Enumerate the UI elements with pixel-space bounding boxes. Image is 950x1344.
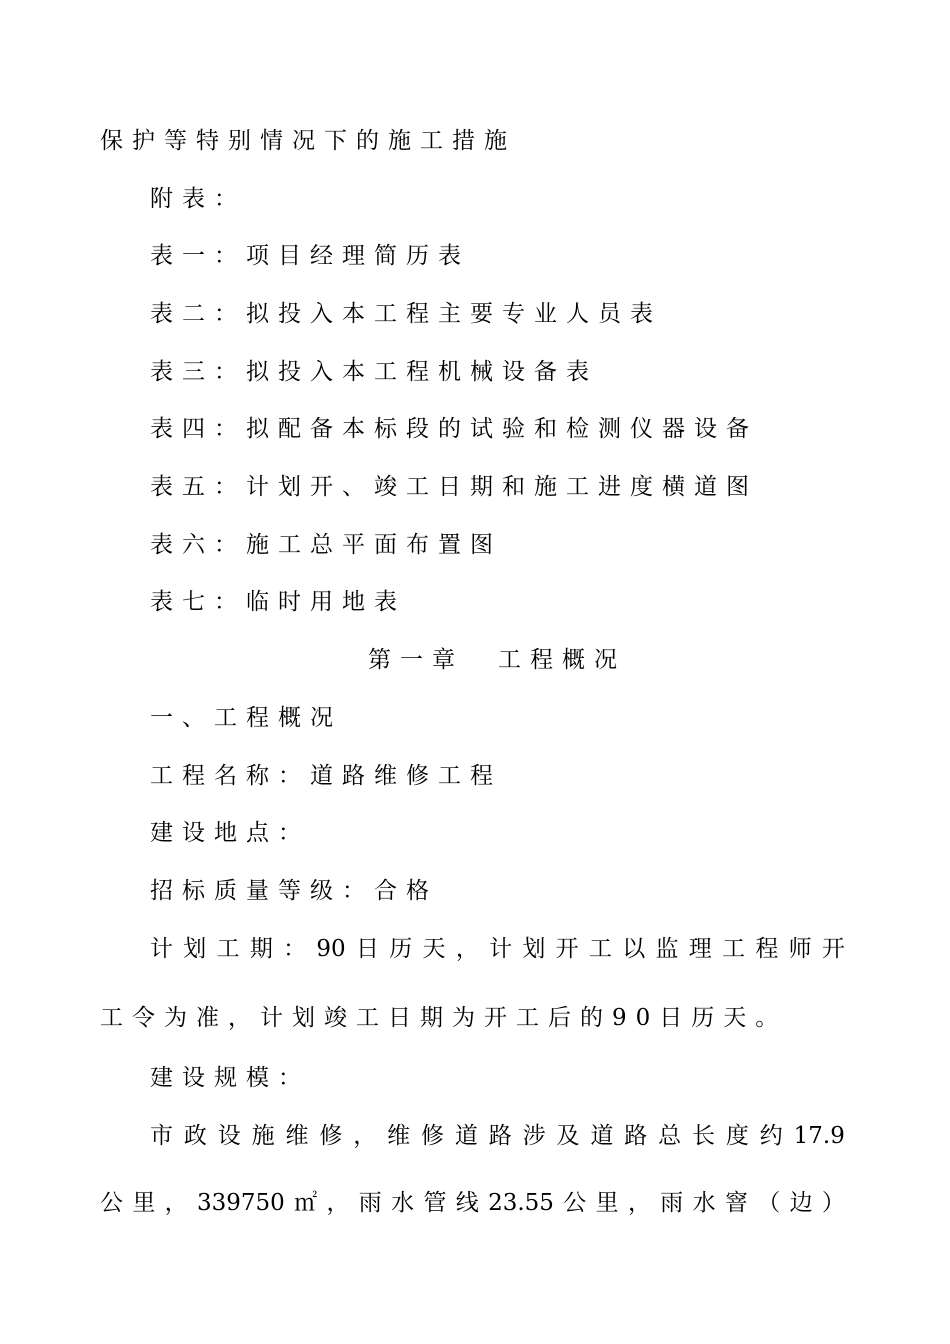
- text-line-table-7: 表七：临时用地表: [150, 589, 406, 615]
- chapter-heading: [368, 645, 626, 675]
- text-glyph: 总: [658, 1123, 682, 1149]
- text-glyph: 管: [423, 1190, 447, 1216]
- text-glyph: 道: [454, 1123, 478, 1149]
- text-glyph: 施: [251, 1123, 275, 1149]
- text-glyph: 路: [624, 1123, 648, 1149]
- text-glyph: 涉: [522, 1123, 546, 1149]
- text-line-table-1: 表一：项目经理简历表: [150, 243, 470, 269]
- text-line-table-2: 表二：拟投入本工程主要专业人员表: [150, 301, 662, 327]
- text-glyph: 度: [725, 1123, 749, 1149]
- text-glyph: 历: [389, 936, 413, 962]
- section-heading: 一、工程概况: [150, 705, 342, 731]
- text-glyph: 里: [595, 1190, 619, 1216]
- text-glyph: 工: [588, 936, 612, 962]
- text-glyph: 公: [100, 1190, 123, 1216]
- text-line-1: 保护等特别情况下的施工措施: [100, 128, 516, 154]
- text-line-scale: 建设规模：: [150, 1065, 310, 1091]
- text-line-table-5: 表五：计划开、竣工日期和施工进度横道图: [150, 474, 758, 500]
- text-glyph: ，: [164, 1190, 188, 1216]
- text-glyph: 水: [391, 1190, 415, 1216]
- text-glyph: 里: [132, 1190, 156, 1216]
- text-glyph: 维: [285, 1123, 309, 1149]
- text-glyph: ，: [455, 936, 479, 962]
- text-glyph: ，: [326, 1190, 350, 1216]
- text-glyph: 雨: [660, 1190, 684, 1216]
- text-glyph: 339750: [196, 1190, 285, 1216]
- text-glyph: 道: [590, 1123, 614, 1149]
- text-glyph: 设: [217, 1123, 241, 1149]
- text-line-table-6: 表六：施工总平面布置图: [150, 532, 502, 558]
- text-glyph: 以: [622, 936, 646, 962]
- text-glyph: 师: [788, 936, 812, 962]
- text-glyph: ㎡: [294, 1190, 318, 1216]
- text-glyph: 90: [316, 936, 346, 962]
- text-glyph: 维: [387, 1123, 411, 1149]
- text-glyph: 窨: [724, 1190, 748, 1216]
- text-glyph: 划: [522, 936, 546, 962]
- text-glyph: 程: [755, 936, 779, 962]
- text-glyph: 划: [183, 936, 207, 962]
- text-glyph: ，: [627, 1190, 651, 1216]
- text-glyph: 日: [355, 936, 379, 962]
- chapter-number: 第一章: [368, 647, 464, 673]
- text-line-table-3: 表三：拟投入本工程机械设备表: [150, 359, 598, 385]
- text-glyph: 计: [150, 936, 173, 962]
- text-glyph: ）: [821, 1190, 845, 1216]
- text-glyph: 路: [488, 1123, 512, 1149]
- text-glyph: （: [757, 1190, 781, 1216]
- text-glyph: 天: [422, 936, 446, 962]
- text-line-schedule: [150, 934, 845, 964]
- text-glyph: 计: [489, 936, 513, 962]
- text-glyph: ，: [353, 1123, 377, 1149]
- text-line-appendix: 附表：: [150, 186, 246, 212]
- text-line-scale-desc: [150, 1121, 845, 1151]
- text-glyph: 约: [759, 1123, 783, 1149]
- text-glyph: 期: [249, 936, 273, 962]
- text-glyph: 监: [655, 936, 679, 962]
- text-line-scale-desc-cont: [100, 1188, 845, 1218]
- text-glyph: 线: [455, 1190, 479, 1216]
- text-glyph: 修: [319, 1123, 343, 1149]
- text-glyph: 17.9: [793, 1123, 845, 1149]
- text-glyph: 市: [150, 1123, 173, 1149]
- text-line-location: 建设地点：: [150, 820, 310, 846]
- text-glyph: 开: [555, 936, 579, 962]
- text-glyph: 工: [722, 936, 746, 962]
- text-line-quality: 招标质量等级：合格: [150, 878, 438, 904]
- text-glyph: 及: [556, 1123, 580, 1149]
- text-glyph: 长: [692, 1123, 715, 1149]
- text-glyph: 23.55: [488, 1190, 554, 1216]
- chapter-title: 工程概况: [498, 647, 626, 673]
- text-glyph: 开: [821, 936, 845, 962]
- text-glyph: 雨: [358, 1190, 382, 1216]
- text-glyph: 政: [183, 1123, 207, 1149]
- text-glyph: 修: [421, 1123, 444, 1149]
- text-line-table-4: 表四：拟配备本标段的试验和检测仪器设备: [150, 416, 758, 442]
- text-glyph: ：: [283, 936, 307, 962]
- text-line-schedule-cont: 工令为准，计划竣工日期为开工后的90日历天。: [100, 1005, 788, 1031]
- text-glyph: 边: [789, 1190, 813, 1216]
- text-glyph: 理: [688, 936, 712, 962]
- text-glyph: 水: [692, 1190, 716, 1216]
- text-line-project-name: 工程名称：道路维修工程: [150, 763, 502, 789]
- text-glyph: 工: [216, 936, 240, 962]
- text-glyph: 公: [563, 1190, 587, 1216]
